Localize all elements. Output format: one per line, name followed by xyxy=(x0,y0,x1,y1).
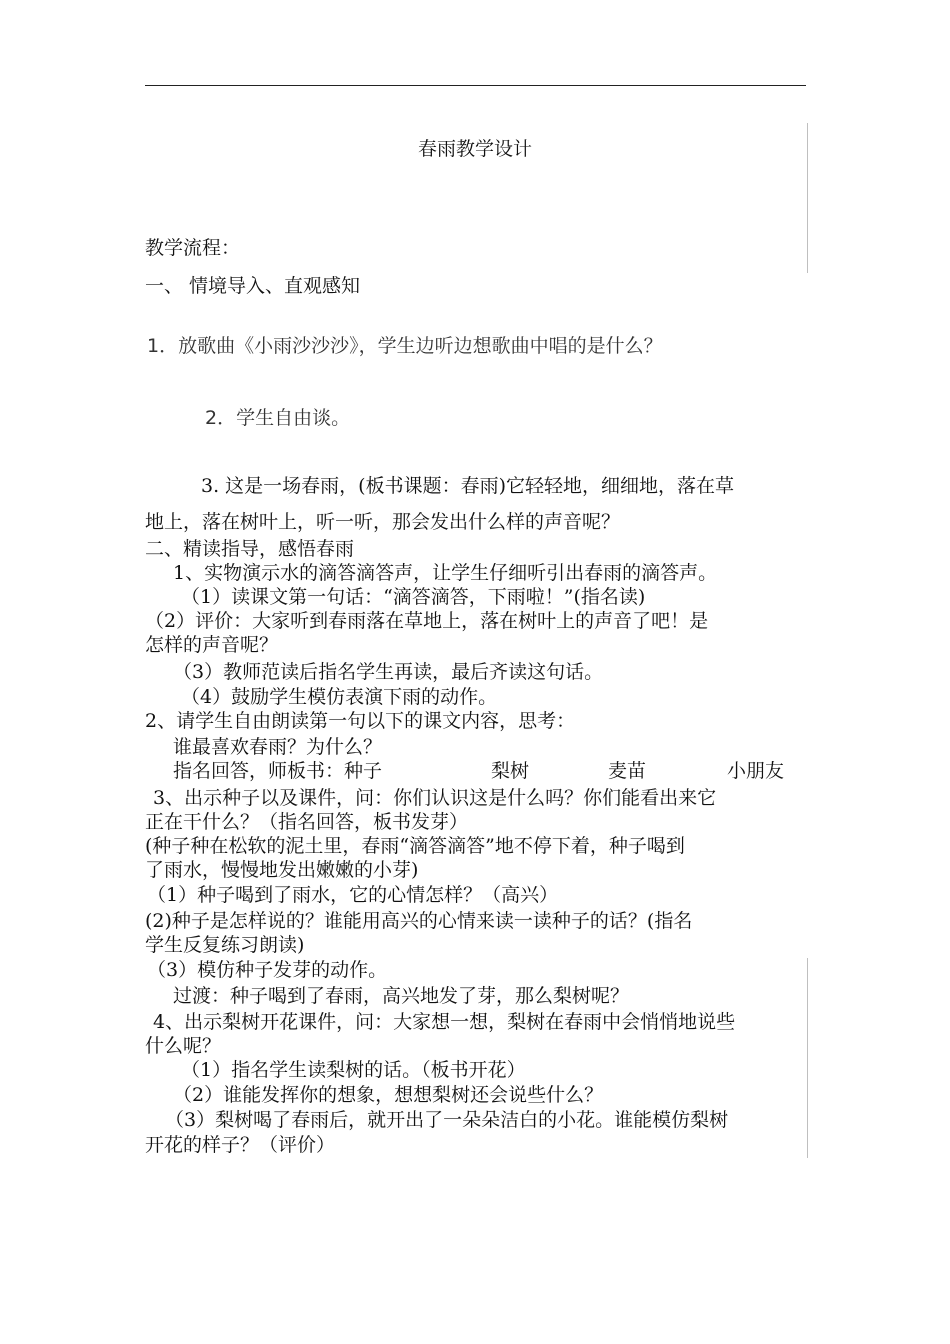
header-rule xyxy=(145,85,806,86)
section2-p2: 2、请学生自由朗读第一句以下的课文内容，思考： xyxy=(145,710,576,732)
blackboard-item-wheat: 麦苗 xyxy=(608,760,647,782)
section2-p4-line1: 4、出示梨树开花课件，问：大家想一想，梨树在春雨中会悄悄地说些 xyxy=(153,1011,736,1033)
section2-p3-line2: 正在干什么？（指名回答，板书发芽） xyxy=(145,811,469,833)
section2-heading: 二、精读指导，感悟春雨 xyxy=(145,538,355,560)
section2-p3-1: （1）种子喝到了雨水，它的心情怎样？（高兴） xyxy=(147,884,559,906)
section2-p4-1: （1）指名学生读梨树的话。（板书开花） xyxy=(181,1059,526,1081)
margin-rule-lower xyxy=(807,958,808,1158)
section2-p1-4: （4）鼓励学生模仿表演下雨的动作。 xyxy=(181,686,498,708)
page-title: 春雨教学设计 xyxy=(417,138,532,160)
section2-p3-note-line2: 了雨水，慢慢地发出嫩嫩的小芽) xyxy=(145,859,419,881)
section2-p4-line2: 什么呢？ xyxy=(145,1035,222,1057)
section1-item3-line2: 地上，落在树叶上，听一听，那会发出什么样的声音呢？ xyxy=(145,511,621,533)
process-heading: 教学流程： xyxy=(145,237,241,259)
section2-p3-2-line2: 学生反复练习朗读) xyxy=(145,934,305,956)
section2-p3-2-line1: (2)种子是怎样说的？谁能用高兴的心情来读一读种子的话？(指名 xyxy=(145,910,693,932)
blackboard-prefix: 指名回答，师板书：种子 xyxy=(173,760,383,782)
section2-p4-2: （2）谁能发挥你的想象，想想梨树还会说些什么？ xyxy=(173,1084,604,1106)
section2-p3-line1: 3、出示种子以及课件，问：你们认识这是什么吗？你们能看出来它 xyxy=(153,787,717,809)
section1-heading: 一、 情境导入、直观感知 xyxy=(145,275,361,297)
section1-item3-line1: 3. 这是一场春雨，(板书课题：春雨)它轻轻地，细细地，落在草 xyxy=(201,475,734,497)
section1-item2: 2．学生自由谈。 xyxy=(205,407,351,429)
blackboard-item-kids: 小朋友 xyxy=(727,760,785,782)
section2-p1-3: （3）教师范读后指名学生再读，最后齐读这句话。 xyxy=(173,661,604,683)
section2-p1: 1、实物演示水的滴答滴答声，让学生仔细听引出春雨的滴答声。 xyxy=(173,562,718,584)
section2-p1-2-line2: 怎样的声音呢？ xyxy=(145,634,279,656)
section2-p2-question: 谁最喜欢春雨？为什么？ xyxy=(173,736,383,758)
section2-p1-1: （1）读课文第一句话：“滴答滴答，下雨啦！”(指名读) xyxy=(181,586,646,608)
section2-p3-note-line1: (种子种在松软的泥土里，春雨“滴答滴答”地不停下着，种子喝到 xyxy=(145,835,685,857)
section1-item1: 1．放歌曲《小雨沙沙沙》，学生边听边想歌曲中唱的是什么？ xyxy=(147,335,663,357)
section2-p4-3-line2: 开花的样子？（评价） xyxy=(145,1134,336,1156)
blackboard-row xyxy=(173,759,793,783)
section2-p1-2-line1: （2）评价：大家听到春雨落在草地上，落在树叶上的声音了吧！是 xyxy=(145,610,709,632)
section2-p4-3-line1: （3）梨树喝了春雨后，就开出了一朵朵洁白的小花。谁能模仿梨树 xyxy=(165,1109,729,1131)
section2-transition: 过渡：种子喝到了春雨，高兴地发了芽，那么梨树呢？ xyxy=(173,985,630,1007)
section2-p3-3: （3）模仿种子发芽的动作。 xyxy=(147,959,388,981)
blackboard-item-pear: 梨树 xyxy=(491,760,530,782)
